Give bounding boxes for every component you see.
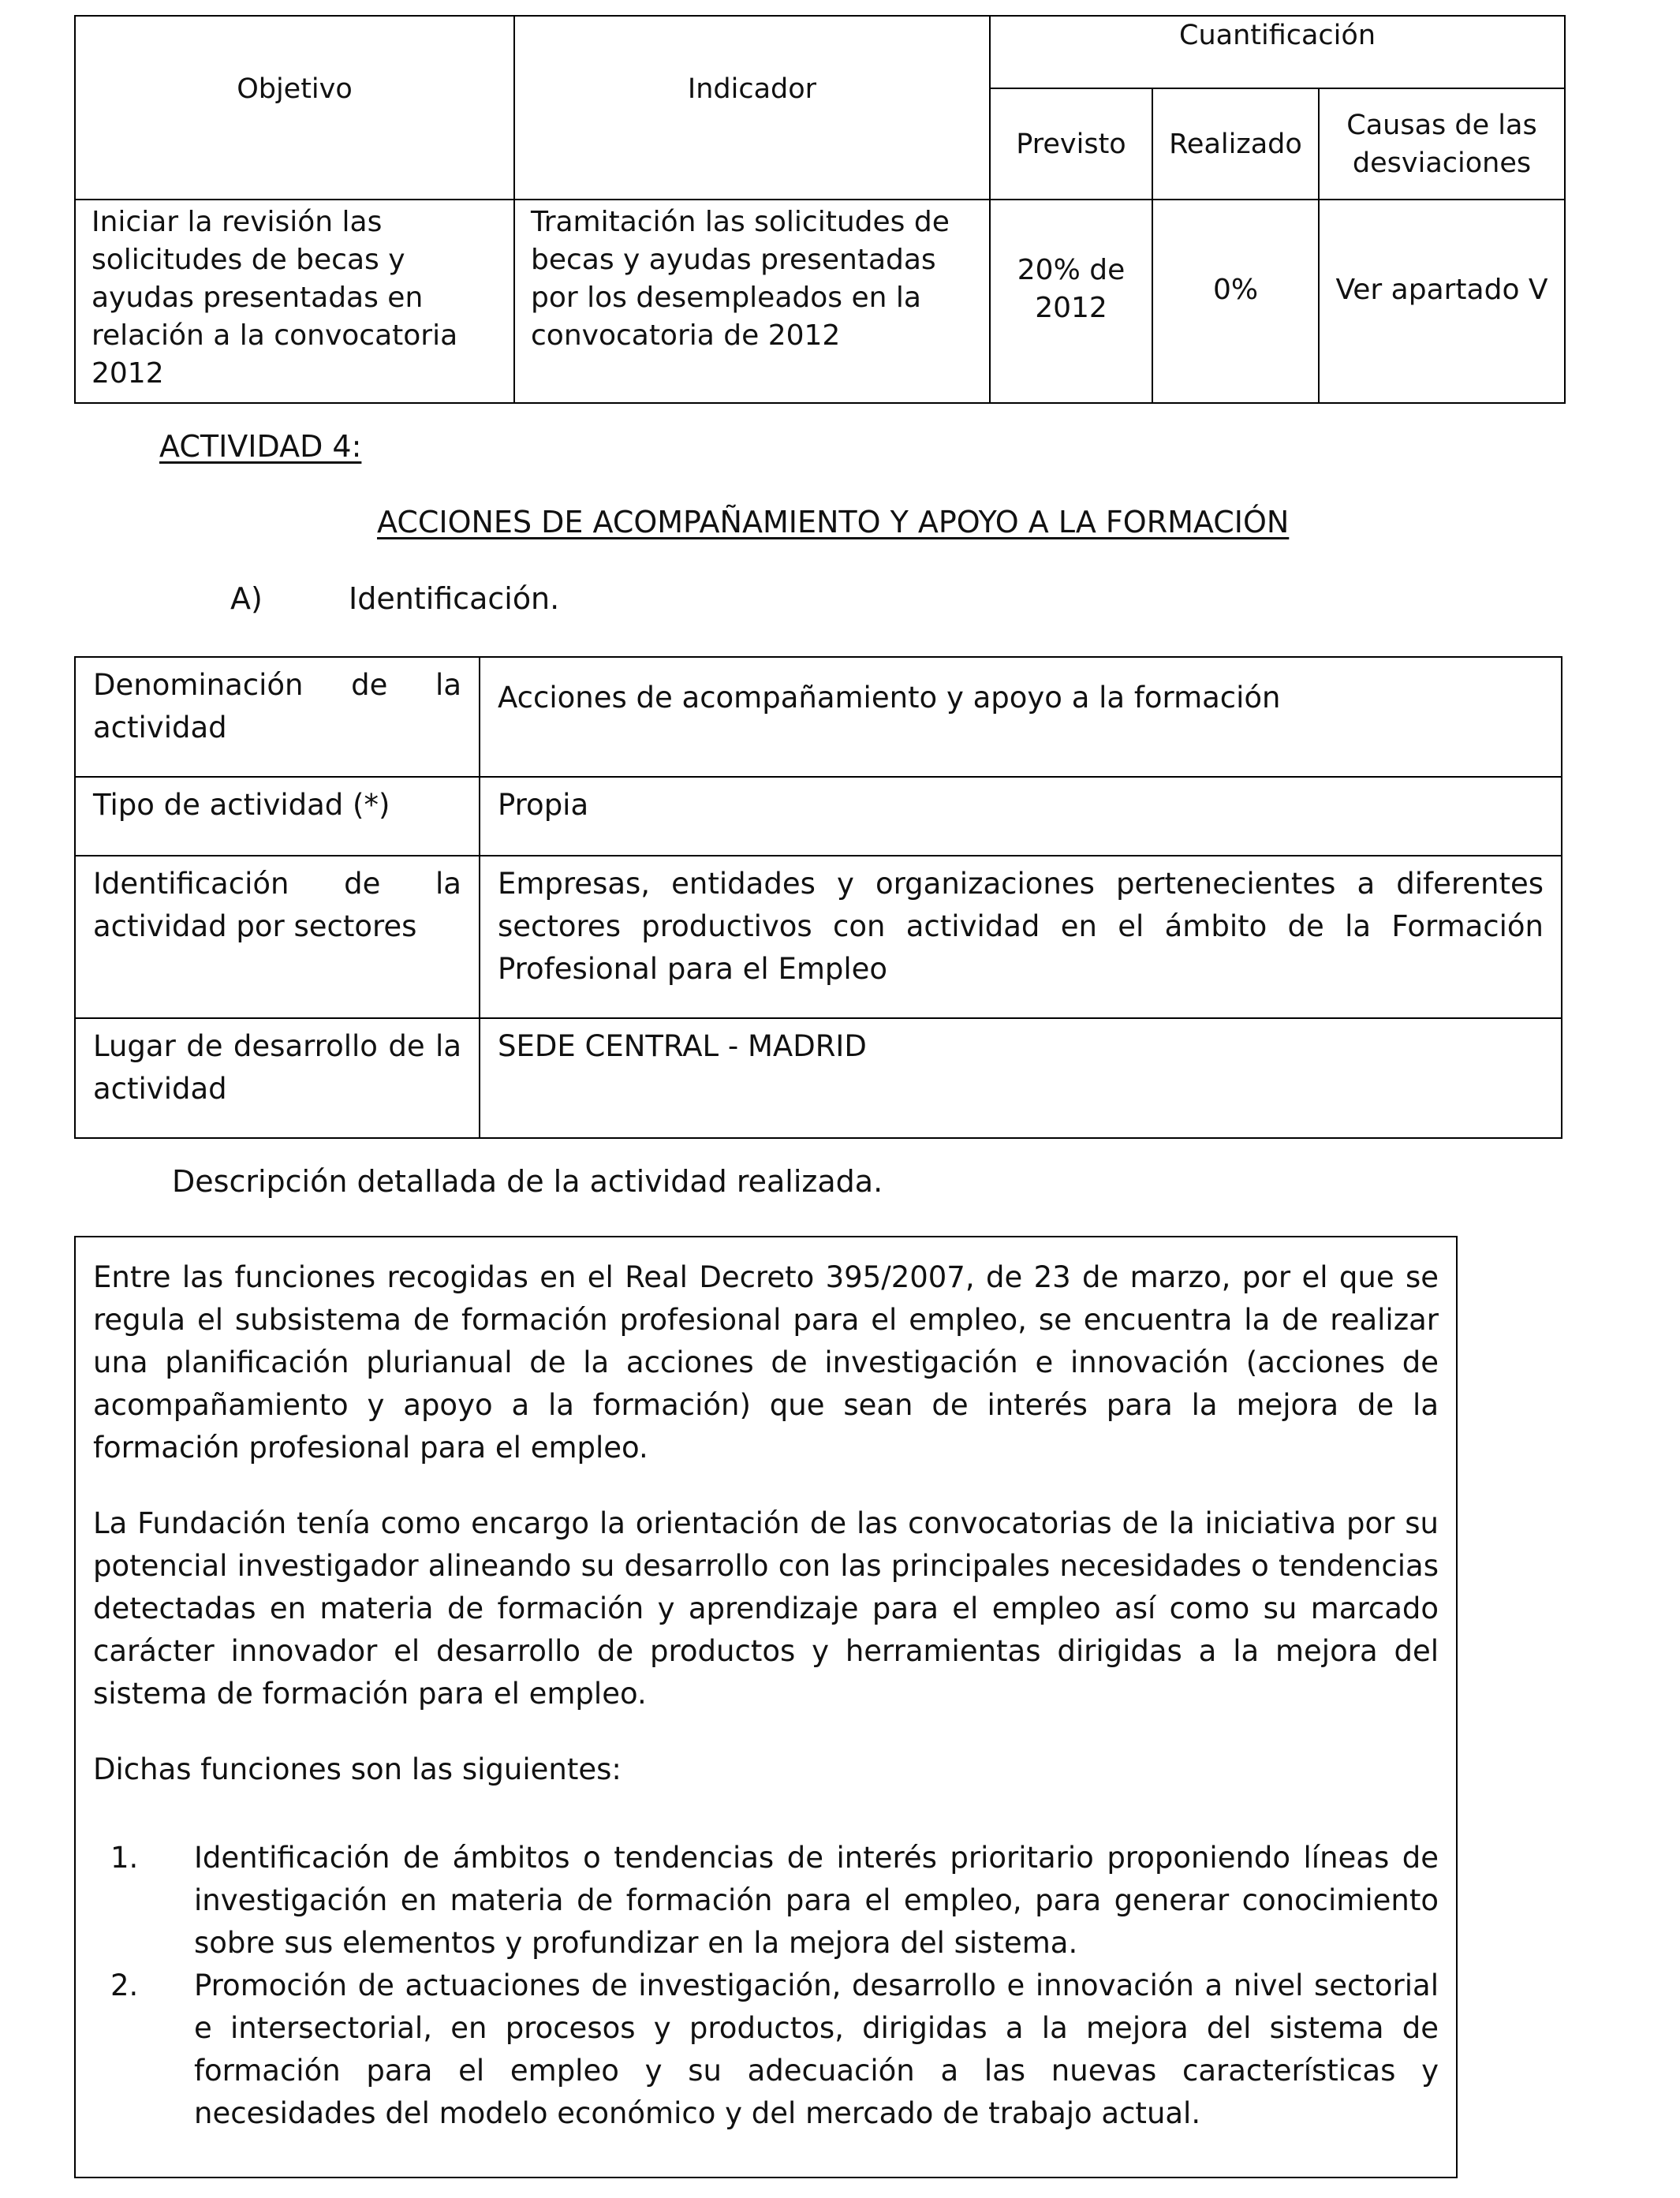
label-denominacion: Denominación de la actividad [75,657,480,777]
table-row [75,777,1562,856]
table-row [75,1018,1562,1138]
cell-indicador: Tramitación las solicitudes de becas y ayudas presentadas por los desempleados en la convocatoria de 2012 [514,200,990,403]
description-box [74,1236,1458,2178]
functions-list [93,1837,1439,2135]
description-paragraph: Dichas funciones son las siguientes: [93,1752,622,1786]
value-tipo: Propia [480,777,1562,856]
header-realizado: Realizado [1152,88,1319,200]
objectives-table [74,15,1566,404]
header-objetivo: Objetivo [75,16,514,200]
list-item-text: Promoción de actuaciones de investigación, desarrollo e innovación a nivel sectorial e intersectorial, en procesos y productos, dirigidas a la mejora del sistema de formación para el empleo y su adecuación a las nuevas características y necesidades del modelo económico y del mercado de trabajo actual. [194,1968,1439,2130]
list-item-number: 2. [110,1968,139,2002]
label-sectores: Identificación de la actividad por sectores [75,856,480,1018]
section-a-marker: A) [230,581,263,616]
header-indicador: Indicador [514,16,990,200]
list-item-text: Identificación de ámbitos o tendencias de interés prioritario proponiendo líneas de investigación en materia de formación para el empleo, para generar conocimiento sobre sus elementos y profundizar en la mejora del sistema. [194,1841,1439,1960]
activity-heading: ACTIVIDAD 4: [159,429,362,464]
list-item [93,1837,1439,1965]
table-row [75,657,1562,777]
value-sectores: Empresas, entidades y organizaciones pertenecientes a diferentes sectores productivos con actividad en el ámbito de la Formación Profesional para el Empleo [480,856,1562,1018]
cell-previsto: 20% de 2012 [990,200,1152,403]
value-lugar: SEDE CENTRAL - MADRID [480,1018,1562,1138]
header-causas: Causas de las desviaciones [1319,88,1565,200]
description-heading: Descripción detallada de la actividad realizada. [172,1164,883,1199]
label-lugar: Lugar de desarrollo de la actividad [75,1018,480,1138]
identification-table [74,656,1562,1139]
value-denominacion: Acciones de acompañamiento y apoyo a la formación [480,657,1562,777]
description-paragraph: La Fundación tenía como encargo la orientación de las convocatorias de la iniciativa por su potencial investigador alineando su desarrollo con las principales necesidades o tendencias detectadas en materia de formación y aprendizaje para el empleo así como su marcado carácter innovador el desarrollo de productos y herramientas dirigidas a la mejora del sistema de formación para el empleo. [93,1506,1439,1711]
table-row [75,200,1565,403]
label-tipo: Tipo de actividad (*) [75,777,480,856]
table-row [75,856,1562,1018]
activity-title: ACCIONES DE ACOMPAÑAMIENTO Y APOYO A LA FORMACIÓN [377,505,1290,539]
cell-objetivo: Iniciar la revisión las solicitudes de becas y ayudas presentadas en relación a la convocatoria 2012 [75,200,514,403]
header-cuantificacion: Cuantificación [990,16,1565,88]
description-paragraph: Entre las funciones recogidas en el Real Decreto 395/2007, de 23 de marzo, por el que se regula el subsistema de formación profesional para el empleo, se encuentra la de realizar una planificación plurianual de la acciones de investigación e innovación (acciones de acompañamiento y apoyo a la formación) que sean de interés para la mejora de la formación profesional para el empleo. [93,1260,1439,1465]
list-item-number: 1. [110,1841,139,1875]
section-a-label: Identificación. [349,581,560,616]
list-item [93,1965,1439,2135]
cell-causas: Ver apartado V [1319,200,1565,403]
header-previsto: Previsto [990,88,1152,200]
cell-realizado: 0% [1152,200,1319,403]
